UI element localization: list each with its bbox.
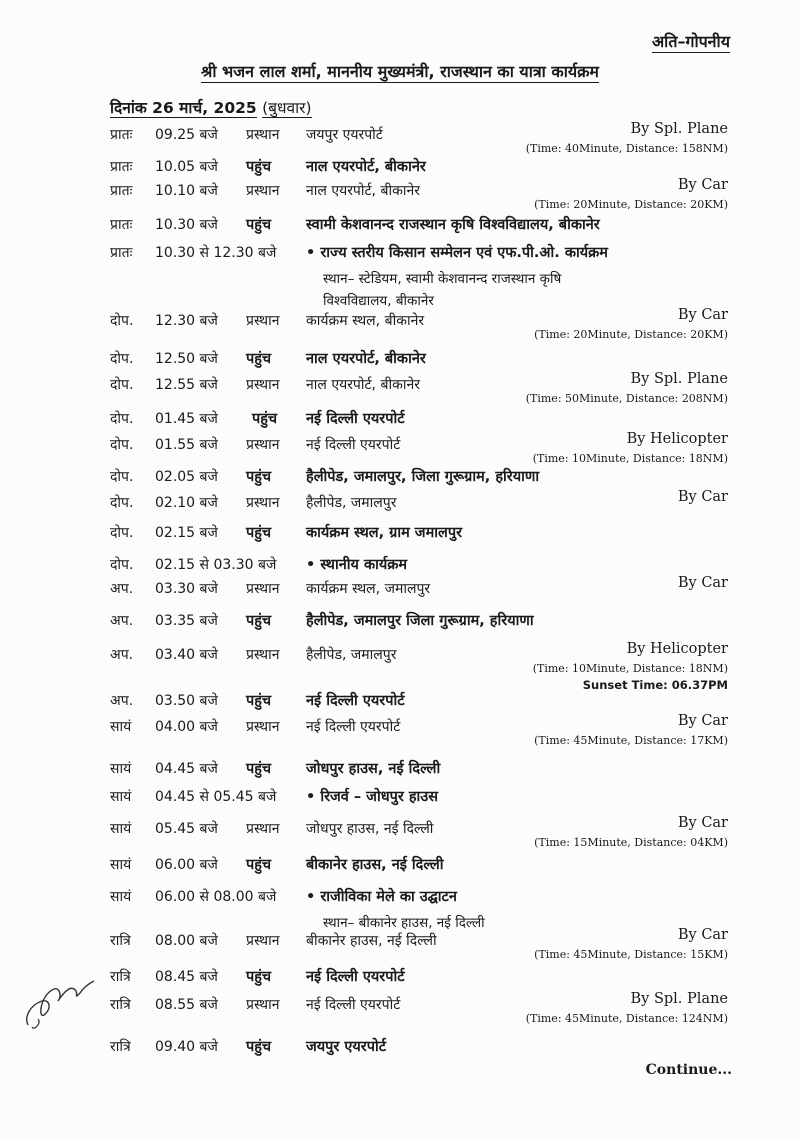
time-label: 05.45 बजे bbox=[155, 821, 218, 837]
period-label: प्रातः bbox=[110, 245, 133, 261]
time-label: 02.15 से 03.30 बजे bbox=[155, 557, 277, 573]
action-label: पहुंच bbox=[246, 469, 272, 485]
schedule-row bbox=[0, 121, 800, 156]
time-label: 10.30 से 12.30 बजे bbox=[155, 245, 277, 261]
place-label: नई दिल्ली एयरपोर्ट bbox=[306, 693, 405, 709]
travel-distance: (Time: 10Minute, Distance: 18NM) bbox=[532, 662, 728, 675]
venue-label: स्थान– बीकानेर हाउस, नई दिल्ली bbox=[323, 915, 485, 931]
period-label: दोप. bbox=[110, 495, 134, 511]
period-label: रात्रि bbox=[110, 997, 131, 1013]
place-label: बीकानेर हाउस, नई दिल्ली bbox=[306, 857, 444, 873]
period-label: रात्रि bbox=[110, 1039, 131, 1055]
time-label: 08.00 बजे bbox=[155, 933, 218, 949]
schedule-row bbox=[0, 927, 800, 962]
place-label: नई दिल्ली एयरपोर्ट bbox=[306, 437, 401, 453]
place-label: नई दिल्ली एयरपोर्ट bbox=[306, 719, 401, 735]
schedule-row bbox=[0, 216, 800, 246]
schedule-row bbox=[0, 307, 800, 342]
time-label: 10.10 बजे bbox=[155, 183, 218, 199]
period-label: प्रातः bbox=[110, 217, 133, 233]
period-label: दोप. bbox=[110, 377, 134, 393]
action-label: प्रस्थान bbox=[246, 581, 280, 597]
action-label: प्रस्थान bbox=[246, 127, 280, 143]
travel-mode: By Car bbox=[677, 307, 728, 323]
action-label: प्रस्थान bbox=[246, 495, 280, 511]
time-label: 02.15 बजे bbox=[155, 525, 218, 541]
place-label: जोधपुर हाउस, नई दिल्ली bbox=[306, 821, 434, 837]
action-label: प्रस्थान bbox=[246, 647, 280, 663]
venue-label-2: विश्वविद्यालय, बीकानेर bbox=[323, 293, 434, 309]
period-label: प्रातः bbox=[110, 127, 133, 143]
place-label: जोधपुर हाउस, नई दिल्ली bbox=[306, 761, 441, 777]
schedule-row bbox=[0, 713, 800, 748]
action-label: प्रस्थान bbox=[246, 377, 280, 393]
period-label: रात्रि bbox=[110, 969, 131, 985]
time-label: 10.05 बजे bbox=[155, 159, 218, 175]
place-label: नाल एयरपोर्ट, बीकानेर bbox=[306, 377, 420, 393]
schedule-row bbox=[0, 431, 800, 466]
time-label: 12.55 बजे bbox=[155, 377, 218, 393]
travel-mode: By Car bbox=[677, 815, 728, 831]
place-label: कार्यक्रम स्थल, जमालपुर bbox=[306, 581, 431, 597]
time-label: 01.45 बजे bbox=[155, 411, 218, 427]
schedule-row bbox=[0, 575, 800, 610]
period-label: रात्रि bbox=[110, 933, 131, 949]
place-label: स्वामी केशवानन्द राजस्थान कृषि विश्वविद्यालय, बीकानेर bbox=[306, 217, 600, 233]
continue-label: Continue... bbox=[645, 1062, 732, 1078]
place-label: नई दिल्ली एयरपोर्ट bbox=[306, 411, 405, 427]
place-label: नई दिल्ली एयरपोर्ट bbox=[306, 969, 405, 985]
place-label: जयपुर एयरपोर्ट bbox=[306, 1039, 387, 1055]
action-label: प्रस्थान bbox=[246, 183, 280, 199]
classification-label: अति–गोपनीय bbox=[651, 32, 730, 51]
place-label: • राजीविका मेले का उद्घाटन bbox=[306, 888, 457, 906]
place-label: कार्यक्रम स्थल, बीकानेर bbox=[306, 313, 425, 329]
schedule-row bbox=[0, 760, 800, 790]
time-label: 12.50 बजे bbox=[155, 351, 218, 367]
place-label: हैलीपेड, जमालपुर, जिला गुरूग्राम, हरियाणा bbox=[306, 469, 540, 485]
travel-distance: (Time: 40Minute, Distance: 158NM) bbox=[525, 142, 728, 155]
period-label: सायं bbox=[110, 821, 132, 837]
schedule-row bbox=[0, 888, 800, 931]
travel-distance: (Time: 45Minute, Distance: 15KM) bbox=[534, 948, 728, 961]
period-label: सायं bbox=[110, 857, 132, 873]
schedule-row bbox=[0, 815, 800, 850]
time-label: 04.00 बजे bbox=[155, 719, 218, 735]
place-label: हैलीपेड, जमालपुर जिला गुरूग्राम, हरियाणा bbox=[306, 613, 534, 629]
action-label: प्रस्थान bbox=[246, 437, 280, 453]
period-label: अप. bbox=[110, 647, 134, 663]
period-label: अप. bbox=[110, 613, 134, 629]
action-label: प्रस्थान bbox=[246, 821, 280, 837]
period-label: दोप. bbox=[110, 351, 134, 367]
period-label: सायं bbox=[110, 761, 132, 777]
time-label: 04.45 से 05.45 बजे bbox=[155, 789, 277, 805]
travel-distance: (Time: 45Minute, Distance: 124NM) bbox=[525, 1012, 728, 1025]
place-label: कार्यक्रम स्थल, ग्राम जमालपुर bbox=[306, 525, 462, 541]
place-label: नाल एयरपोर्ट, बीकानेर bbox=[306, 183, 420, 199]
travel-mode: By Helicopter bbox=[626, 431, 728, 447]
schedule-row bbox=[0, 641, 800, 692]
travel-mode: By Car bbox=[677, 575, 728, 591]
action-label: पहुंच bbox=[246, 613, 272, 629]
schedule-row bbox=[0, 489, 800, 524]
action-label: प्रस्थान bbox=[246, 933, 280, 949]
time-label: 03.30 बजे bbox=[155, 581, 218, 597]
place-label: बीकानेर हाउस, नई दिल्ली bbox=[306, 933, 437, 949]
action-label: पहुंच bbox=[246, 693, 272, 709]
travel-distance: (Time: 20Minute, Distance: 20KM) bbox=[534, 328, 728, 341]
time-label: 03.40 बजे bbox=[155, 647, 218, 663]
travel-distance: (Time: 20Minute, Distance: 20KM) bbox=[534, 198, 728, 211]
period-label: प्रातः bbox=[110, 159, 133, 175]
period-label: दोप. bbox=[110, 557, 134, 573]
time-label: 02.10 बजे bbox=[155, 495, 218, 511]
sunset-time: Sunset Time: 06.37PM bbox=[582, 678, 728, 692]
place-label: • स्थानीय कार्यक्रम bbox=[306, 556, 407, 574]
period-label: दोप. bbox=[110, 411, 134, 427]
travel-mode: By Spl. Plane bbox=[630, 121, 728, 137]
schedule-date: दिनांक 26 मार्च, 2025 (बुधवार) bbox=[110, 99, 312, 117]
signature-mark bbox=[20, 965, 110, 1035]
action-label: पहुंच bbox=[252, 411, 278, 427]
action-label: पहुंच bbox=[246, 969, 272, 985]
time-label: 03.35 बजे bbox=[155, 613, 218, 629]
time-label: 06.00 बजे bbox=[155, 857, 218, 873]
time-label: 02.05 बजे bbox=[155, 469, 218, 485]
place-label: • रिजर्व – जोधपुर हाउस bbox=[306, 788, 438, 806]
period-label: दोप. bbox=[110, 469, 134, 485]
period-label: दोप. bbox=[110, 525, 134, 541]
travel-mode: By Car bbox=[677, 713, 728, 729]
action-label: पहुंच bbox=[246, 857, 272, 873]
schedule-row bbox=[0, 177, 800, 212]
place-label: नाल एयरपोर्ट, बीकानेर bbox=[306, 351, 426, 367]
period-label: सायं bbox=[110, 719, 132, 735]
time-label: 09.25 बजे bbox=[155, 127, 218, 143]
action-label: पहुंच bbox=[246, 1039, 272, 1055]
page-title: श्री भजन लाल शर्मा, माननीय मुख्यमंत्री, राजस्थान का यात्रा कार्यक्रम bbox=[201, 62, 599, 81]
period-label: सायं bbox=[110, 889, 132, 905]
schedule-row bbox=[0, 244, 800, 309]
place-label: हैलीपेड, जमालपुर bbox=[306, 647, 397, 663]
time-label: 06.00 से 08.00 बजे bbox=[155, 889, 277, 905]
travel-mode: By Car bbox=[677, 177, 728, 193]
period-label: सायं bbox=[110, 789, 132, 805]
period-label: प्रातः bbox=[110, 183, 133, 199]
travel-mode: By Spl. Plane bbox=[630, 371, 728, 387]
place-label: जयपुर एयरपोर्ट bbox=[306, 127, 383, 143]
action-label: प्रस्थान bbox=[246, 313, 280, 329]
time-label: 08.55 बजे bbox=[155, 997, 218, 1013]
action-label: पहुंच bbox=[246, 159, 272, 175]
place-label: हैलीपेड, जमालपुर bbox=[306, 495, 397, 511]
time-label: 03.50 बजे bbox=[155, 693, 218, 709]
period-label: अप. bbox=[110, 581, 134, 597]
place-label: नई दिल्ली एयरपोर्ट bbox=[306, 997, 401, 1013]
schedule-row bbox=[0, 991, 800, 1026]
time-label: 04.45 बजे bbox=[155, 761, 218, 777]
action-label: प्रस्थान bbox=[246, 997, 280, 1013]
action-label: पहुंच bbox=[246, 217, 272, 233]
action-label: प्रस्थान bbox=[246, 719, 280, 735]
travel-mode: By Helicopter bbox=[626, 641, 728, 657]
action-label: पहुंच bbox=[246, 761, 272, 777]
time-label: 09.40 बजे bbox=[155, 1039, 218, 1055]
travel-mode: By Car bbox=[677, 927, 728, 943]
place-label: नाल एयरपोर्ट, बीकानेर bbox=[306, 159, 426, 175]
travel-distance: (Time: 50Minute, Distance: 208NM) bbox=[525, 392, 728, 405]
action-label: पहुंच bbox=[246, 351, 272, 367]
place-label: • राज्य स्तरीय किसान सम्मेलन एवं एफ.पी.ओ. कार्यक्रम bbox=[306, 244, 608, 262]
schedule-row bbox=[0, 856, 800, 886]
travel-mode: By Car bbox=[677, 489, 728, 505]
schedule-row bbox=[0, 371, 800, 406]
time-label: 08.45 बजे bbox=[155, 969, 218, 985]
period-label: अप. bbox=[110, 693, 134, 709]
period-label: दोप. bbox=[110, 313, 134, 329]
time-label: 01.55 बजे bbox=[155, 437, 218, 453]
venue-label: स्थान– स्टेडियम, स्वामी केशवानन्द राजस्थान कृषि bbox=[323, 271, 562, 287]
travel-distance: (Time: 45Minute, Distance: 17KM) bbox=[534, 734, 728, 747]
travel-distance: (Time: 15Minute, Distance: 04KM) bbox=[534, 836, 728, 849]
travel-distance: (Time: 10Minute, Distance: 18NM) bbox=[532, 452, 728, 465]
schedule-row bbox=[0, 612, 800, 642]
travel-mode: By Spl. Plane bbox=[630, 991, 728, 1007]
time-label: 12.30 बजे bbox=[155, 313, 218, 329]
time-label: 10.30 बजे bbox=[155, 217, 218, 233]
action-label: पहुंच bbox=[246, 525, 272, 541]
schedule-row bbox=[0, 524, 800, 554]
period-label: दोप. bbox=[110, 437, 134, 453]
